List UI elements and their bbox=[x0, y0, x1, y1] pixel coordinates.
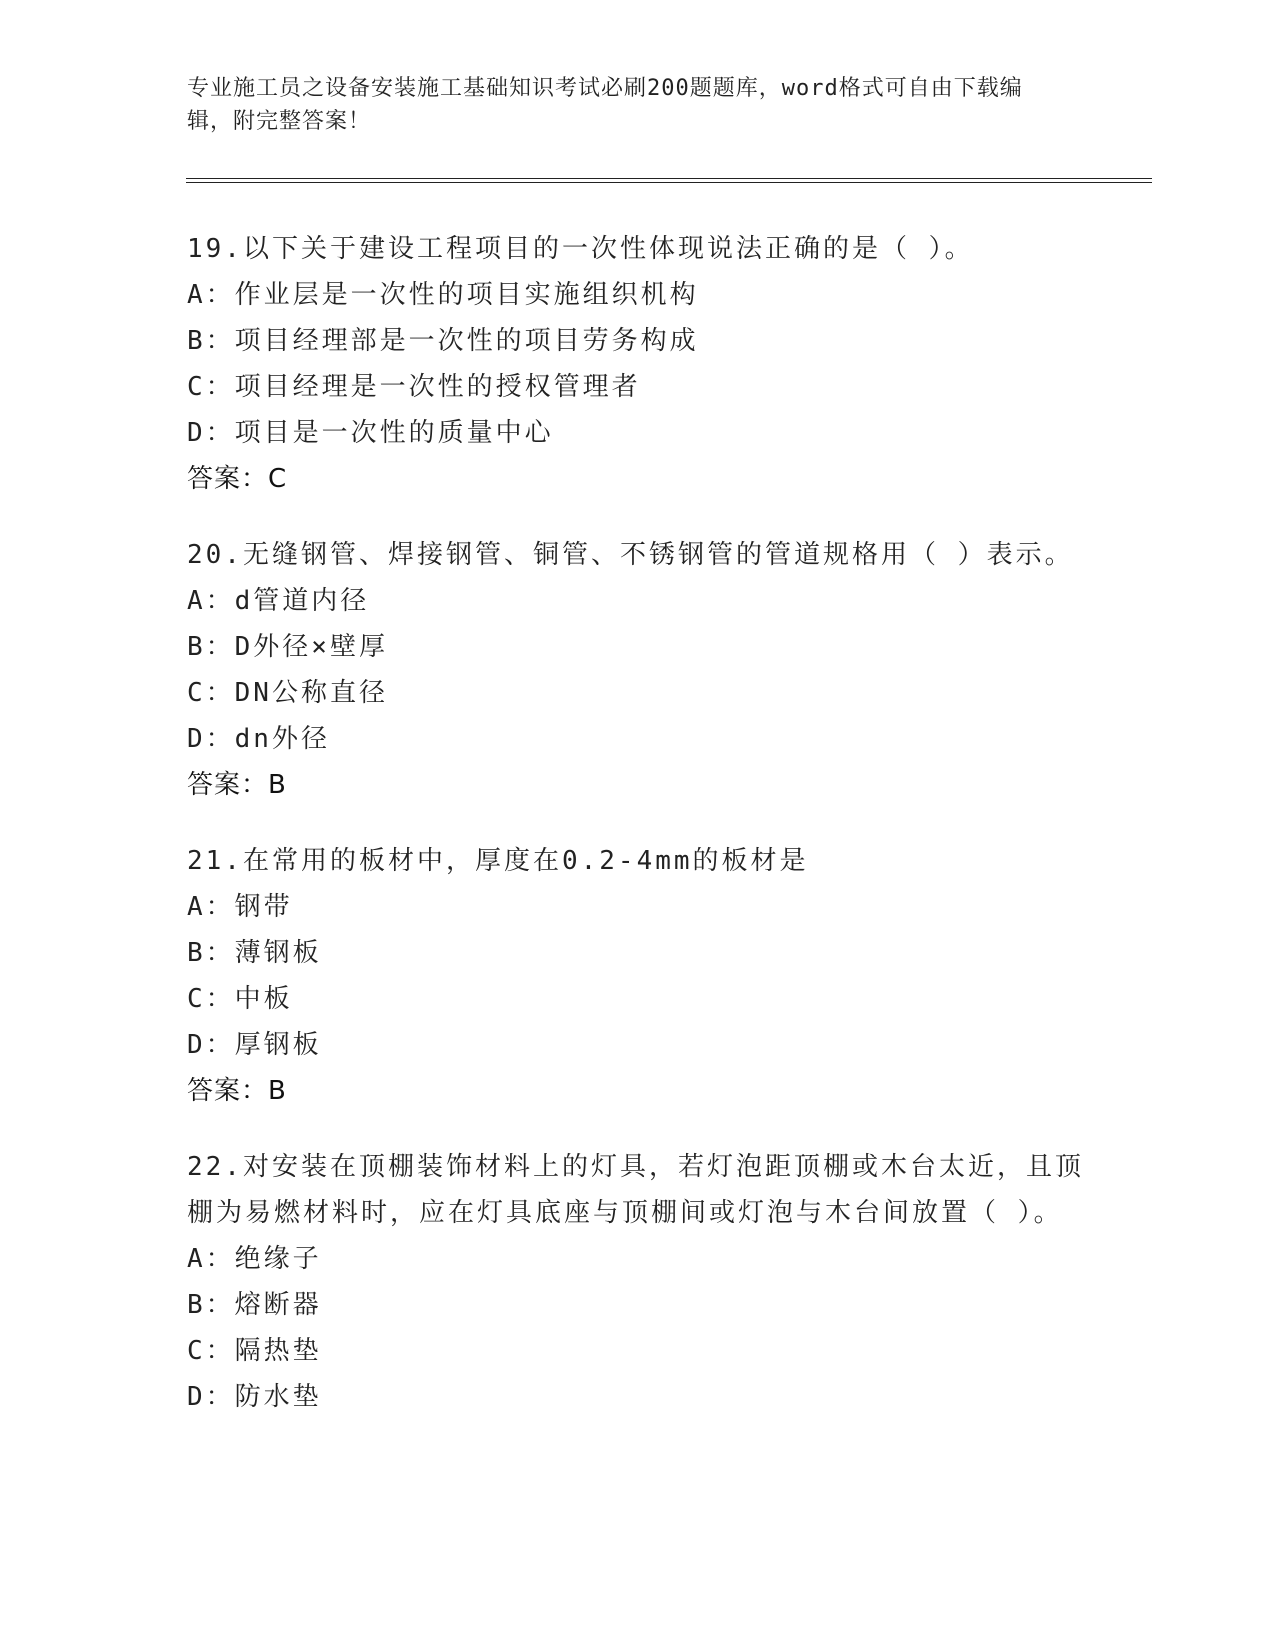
question-20 bbox=[187, 532, 1087, 808]
option-a: A：作业层是一次性的项目实施组织机构 bbox=[187, 280, 699, 310]
option-b: B：D外径×壁厚 bbox=[187, 632, 388, 662]
option-b: B：熔断器 bbox=[187, 1290, 322, 1320]
option-a: A：d管道内径 bbox=[187, 586, 370, 616]
option-d: D：项目是一次性的质量中心 bbox=[187, 418, 554, 448]
question-stem: 20.无缝钢管、焊接钢管、铜管、不锈钢管的管道规格用（ ）表示。 bbox=[187, 540, 1074, 570]
question-22 bbox=[187, 1144, 1087, 1420]
question-19 bbox=[187, 226, 1087, 502]
option-b: B：项目经理部是一次性的项目劳务构成 bbox=[187, 326, 699, 356]
question-21 bbox=[187, 838, 1087, 1114]
option-c: C：隔热垫 bbox=[187, 1336, 322, 1366]
divider-line-bottom bbox=[186, 182, 1152, 183]
question-stem: 21.在常用的板材中，厚度在0.2-4mm的板材是 bbox=[187, 846, 809, 876]
question-stem: 22.对安装在顶棚装饰材料上的灯具，若灯泡距顶棚或木台太近，且顶棚为易燃材料时，应在灯具底座与顶棚间或灯泡与木台间放置（ ）。 bbox=[187, 1152, 1084, 1228]
header-divider bbox=[186, 178, 1152, 184]
option-b: B：薄钢板 bbox=[187, 938, 322, 968]
option-d: D：防水垫 bbox=[187, 1382, 322, 1412]
option-c: C：项目经理是一次性的授权管理者 bbox=[187, 372, 641, 402]
option-d: D：dn外径 bbox=[187, 724, 330, 754]
option-c: C：DN公称直径 bbox=[187, 678, 388, 708]
option-a: A：绝缘子 bbox=[187, 1244, 322, 1274]
document-header: 专业施工员之设备安装施工基础知识考试必刷200题题库，word格式可自由下载编辑，附完整答案！ bbox=[187, 76, 1023, 134]
option-c: C：中板 bbox=[187, 984, 293, 1014]
option-d: D：厚钢板 bbox=[187, 1030, 322, 1060]
question-stem: 19.以下关于建设工程项目的一次性体现说法正确的是（ ）。 bbox=[187, 234, 974, 264]
answer-label: 答案：C bbox=[187, 464, 288, 494]
answer-label: 答案：B bbox=[187, 1076, 287, 1106]
answer-label: 答案：B bbox=[187, 770, 287, 800]
divider-line-top bbox=[186, 178, 1152, 179]
option-a: A：钢带 bbox=[187, 892, 293, 922]
